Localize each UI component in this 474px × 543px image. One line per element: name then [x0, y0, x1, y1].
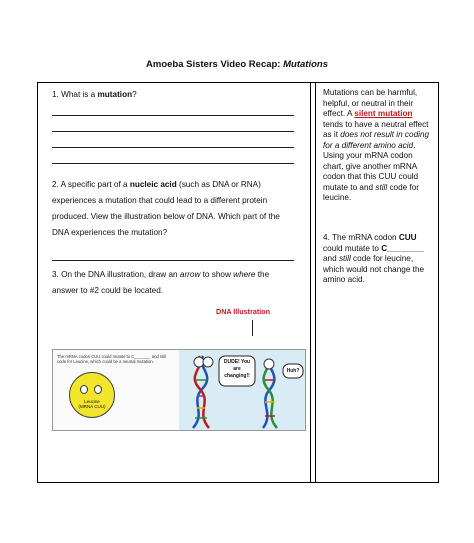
- answer-line[interactable]: [52, 260, 294, 261]
- eye-icon: [80, 385, 88, 394]
- answer-line[interactable]: [52, 115, 294, 116]
- caption: The mRNA codon CUU could mutate to C_______ and still code for Leucine, which could be a neutral mutation.: [57, 354, 166, 364]
- worksheet-table: [37, 82, 439, 483]
- dna-characters-panel: [179, 350, 305, 430]
- question-4: 4. The mRNA codon CUU could mutate to C________ and still code for leucine, which would not change the amino acid.: [323, 233, 425, 284]
- question-3: 3. On the DNA illustration, draw an arrow to show where the answer to #2 could be located.: [52, 270, 270, 295]
- dna-illustration-label: DNA Illustration: [216, 307, 271, 316]
- silent-mutation-text: Mutations can be harmful, helpful, or neutral in their effect. A silent mutation tends to have a neutral effect as it does not result in coding for a different amino acid. Using your mRNA codon chart, give another mRNA codon that this CUU could mutate to and still code for leucine.: [323, 88, 430, 202]
- eye-icon: [94, 385, 102, 394]
- dna-illustration[interactable]: [52, 349, 306, 431]
- question-2: 2. A specific part of a nucleic acid (such as DNA or RNA) experiences a mutation that could lead to a different protein produced. View the illustration below of DNA. Which part of the DNA experiences the mutation?: [52, 180, 280, 237]
- leucine-character-icon: Leucine (MRNA CUU): [69, 372, 115, 418]
- answer-line[interactable]: [52, 147, 294, 148]
- answer-line[interactable]: [52, 131, 294, 132]
- pointer-line: [252, 320, 253, 336]
- speech-bubble: Huh?: [286, 368, 300, 374]
- question-1: 1. What is a mutation?: [52, 90, 137, 99]
- page-title: Amoeba Sisters Video Recap: Mutations: [146, 59, 328, 70]
- column-divider: [310, 83, 316, 482]
- answer-line[interactable]: [52, 163, 294, 164]
- speech-bubble: DUDE! You are changing!!: [223, 359, 251, 379]
- leucine-panel: [53, 350, 179, 430]
